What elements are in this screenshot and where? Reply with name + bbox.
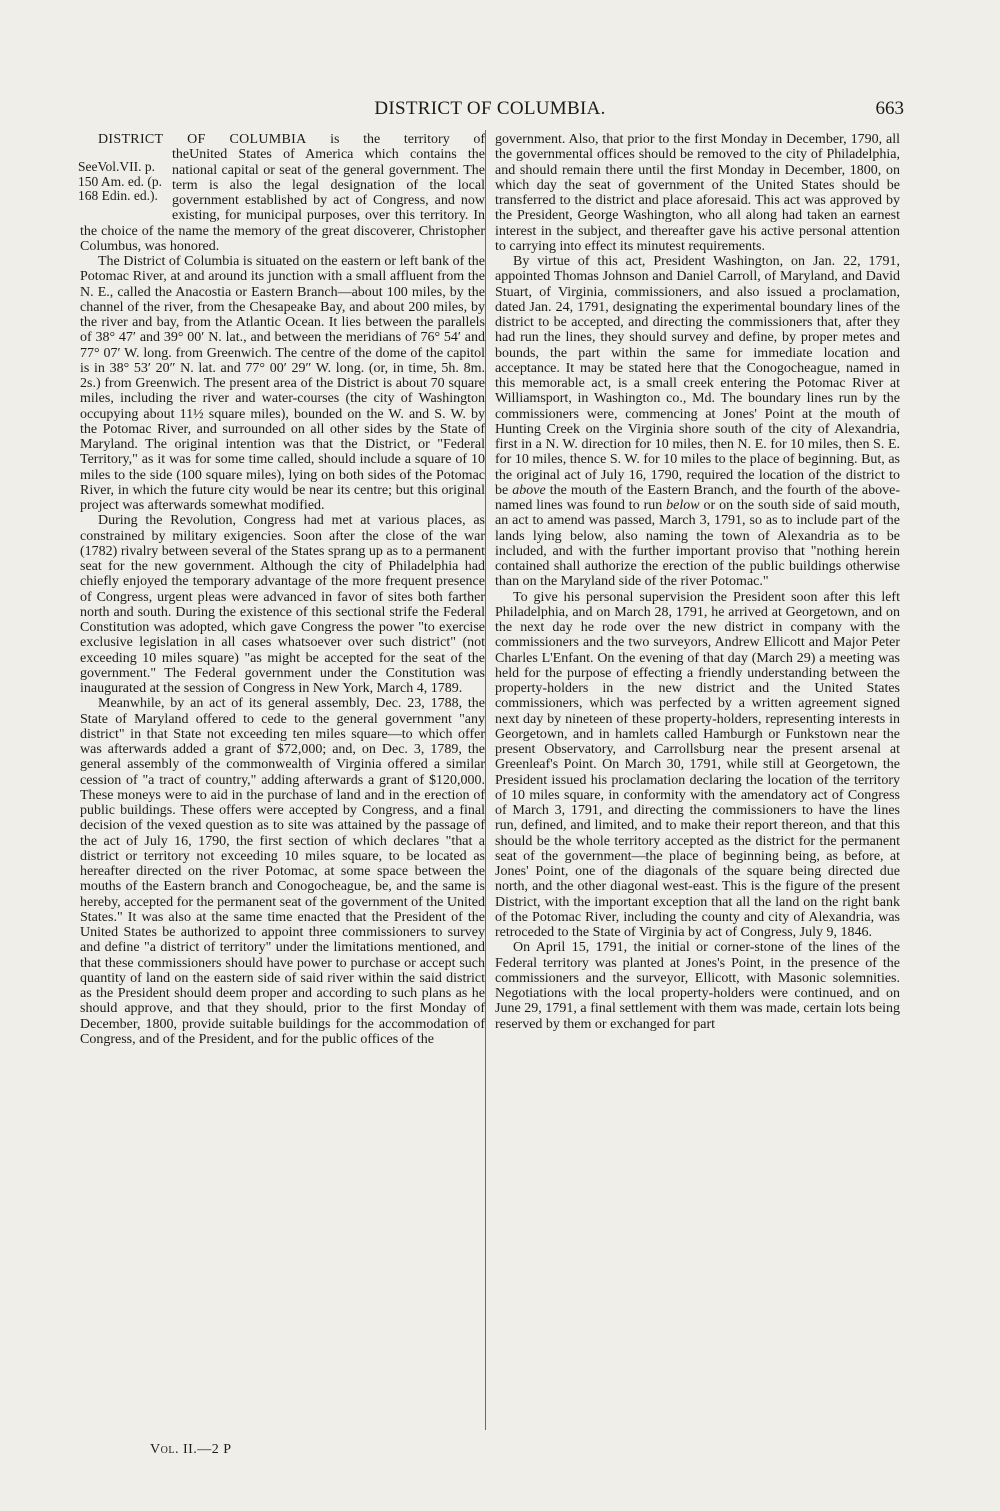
emphasis-below: below bbox=[666, 498, 700, 513]
intro-text: United States of America which contains the national capital or seat of the general government. The term is also the legal designation of the local government established by act of Congress, and now existing, for municipal purposes, over this territory. In the choice of the name the memory of the great discoverer, Christopher Columbus, was honored. bbox=[80, 147, 485, 254]
commissioners-text-a: By virtue of this act, President Washington, on Jan. 22, 1791, appointed Thomas Johnson and Daniel Carroll, of Maryland, and David Stuart, of Virginia, commissioners, and also issued a proclamation, dated Jan. 24, 1791, designating the experimental boundary lines of the district to be accepted, and directing the commissioners that, after they had run the lines, they should survey and define, by proper metes and bounds, the part within the same for immediate location and acceptance. It may be stated here that the Conogocheague, named in this memorable act, is a small creek entering the Potomac River at Williamsport, in Washington co., Md. The boundary lines run by the commissioners were, commencing at Jones' Point at the mouth of Hunting Creek on the Virginia shore south of the city of Alexandria, first in a N. W. direction for 10 miles, then N. E. for 10 miles, then S. E. for 10 miles, thence S. W. for 10 miles to the place of beginning. But, as the original act of July 16, 1790, required the location of the district to be bbox=[495, 254, 900, 498]
entry-heading: DISTRICT OF COLUMBIA bbox=[98, 132, 307, 147]
right-column bbox=[495, 132, 900, 1032]
paragraph-cessions: Meanwhile, by an act of its general assembly, Dec. 23, 1788, the State of Maryland offered to cede to the general government "any district" in that State not exceeding ten miles square—to which offer was afterwards added a grant of $72,000; and, on Dec. 3, 1789, the general assembly of the commonwealth of Virginia offered a similar cession of "a tract of country," adding afterwards a grant of $120,000. These moneys were to aid in the purchase of land and in the erection of public buildings. These offers were accepted by Congress, and a final decision of the vexed question as to site was attained by the passage of the act of July 16, 1790, the first section of which declares "that a district or territory not exceeding 10 miles square, to be located as hereafter directed on the river Potomac, at some space between the mouths of the Eastern branch and Conogocheague, be, and the same is hereby, accepted for the permanent seat of the government of the United States." It was also at the same time enacted that the President of the United States be authorized to appoint three commissioners to survey and define "a district of territory" under the limitations mentioned, and that these commissioners should have power to purchase or accept such quantity of land on the eastern side of said river within the said district as the President should deem proper and according to such plans as he should approve, and that they should, prior to the first Monday of December, 1800, provide suitable buildings for the accommodation of Congress, and of the President, and for the public offices of the bbox=[80, 696, 485, 1047]
paragraph-revolution: During the Revolution, Congress had met at various places, as constrained by military exigencies. Soon after the close of the war (1782) rivalry between several of the States sprang up as to a permanent seat for the new government. Although the city of Philadelphia had chiefly enjoyed the temporary advantage of the more frequent presence of Congress, urgent pleas were advanced in favor of sites both farther north and south. During the existence of this sectional strife the Federal Constitution was adopted, which gave Congress the power "to exercise exclusive legislation in all cases whatsoever over such district" (not exceeding 10 miles square) "as might be accepted for the seat of the government." The Federal government under the Constitution was inaugurated at the session of Congress in New York, March 4, 1789. bbox=[80, 513, 485, 696]
intro-lead-text: is the territory of the bbox=[172, 132, 485, 163]
signature-mark: Vol. II.—2 P bbox=[150, 1442, 232, 1457]
intro-paragraph bbox=[80, 132, 485, 254]
page-title: DISTRICT OF COLUMBIA. bbox=[374, 98, 606, 119]
column-divider bbox=[485, 130, 486, 1430]
paragraph-continued: government. Also, that prior to the first Monday in December, 1790, all the governmental offices should be removed to the city of Philadelphia, and should remain there until the first Monday in December, 1800, on which day the seat of government of the United States should be transferred to the district and place aforesaid. This act was approved by the President, George Washington, who all along had taken an earnest interest in the subject, and thereafter gave his active personal attention to carrying into effect its minutest requirements. bbox=[495, 132, 900, 254]
commissioners-text-b: the mouth of the Eastern Branch, and the fourth of the above-named lines was found to run bbox=[495, 482, 900, 513]
margin-note: SeeVol.VII. p. 150 Am. ed. (p. 168 Edin. ed.). bbox=[78, 159, 162, 204]
paragraph-commissioners bbox=[495, 254, 900, 590]
commissioners-text-c: or on the south side of said mouth, an act to amend was passed, March 3, 1791, so as to include part of the lands lying below, also naming the town of Alexandria as to be included, and with the further important proviso that "nothing herein contained shall authorize the erection of the public buildings otherwise than on the Maryland side of the river Potomac." bbox=[495, 498, 900, 590]
paragraph-supervision: To give his personal supervision the President soon after this left Philadelphia, and on March 28, 1791, he arrived at Georgetown, and on the next day he rode over the new district in company with the commissioners and the two surveyors, Andrew Ellicott and Major Peter Charles L'Enfant. On the evening of that day (March 29) a meeting was held for the purpose of effecting a friendly understanding between the property-holders in the new district and the United States commissioners, which was perfected by a written agreement signed next day by nineteen of these property-holders, representing interests in Georgetown, and in hamlets called Hamburgh or Funkstown near the present Observatory, and Carrollsburg near the present arsenal at Greenleaf's Point. On March 30, 1791, while still at Georgetown, the President issued his proclamation declaring the location of the territory of 10 miles square, in conformity with the amendatory act of Congress of March 3, 1791, and directing the commissioners to have the lines run, defined, and limited, and to make their report thereon, and that this should be the whole territory accepted as the district for the permanent seat of the government—the place of beginning being, as before, at Jones' Point, one of the diagonals of the square being directed due north, and the other diagonal west-east. This is the figure of the present District, with the important exception that all the land on the right bank of the Potomac River, including the county and city of Alexandria, was retroceded to the State of Virginia by act of Congress, July 9, 1846. bbox=[495, 589, 900, 940]
paragraph-location: The District of Columbia is situated on the eastern or left bank of the Potomac River, at and around its junction with a small affluent from the N. E., called the Anacostia or Eastern Branch—about 100 miles, by the channel of the river, from the Chesapeake Bay, and about 200 miles, by the river and bay, from the Atlantic Ocean. It lies between the parallels of 38° 47′ and 39° 00′ N. lat., and between the meridians of 76° 54′ and 77° 07′ W. long. from Greenwich. The centre of the dome of the capitol is in 38° 53′ 20″ N. lat. and 77° 00′ 29″ W. long. (or, in time, 5h. 8m. 2s.) from Greenwich. The present area of the District is about 70 square miles, including the river and water-courses (the city of Washington occupying about 11½ square miles), bounded on the W. and S. W. by the Potomac River, and surrounded on all other sides by the State of Maryland. The original intention was that the District, or "Federal Territory," as it was for some time called, should include a square of 10 miles to the side (100 square miles), lying on both sides of the Potomac River, in which the future city would be near its centre; but this original project was afterwards somewhat modified. bbox=[80, 254, 485, 513]
running-header bbox=[70, 98, 910, 122]
page-number: 663 bbox=[875, 98, 904, 119]
emphasis-above: above bbox=[512, 482, 546, 498]
left-column bbox=[80, 132, 485, 1047]
paragraph-cornerstone: On April 15, 1791, the initial or corner-stone of the lines of the Federal territory was planted at Jones's Point, in the presence of the commissioners and the surveyor, Ellicott, with Masonic solemnities. Negotiations with the local property-holders were continued, and on June 29, 1791, a final settlement with them was made, certain lots being reserved by them or exchanged for part bbox=[495, 940, 900, 1032]
